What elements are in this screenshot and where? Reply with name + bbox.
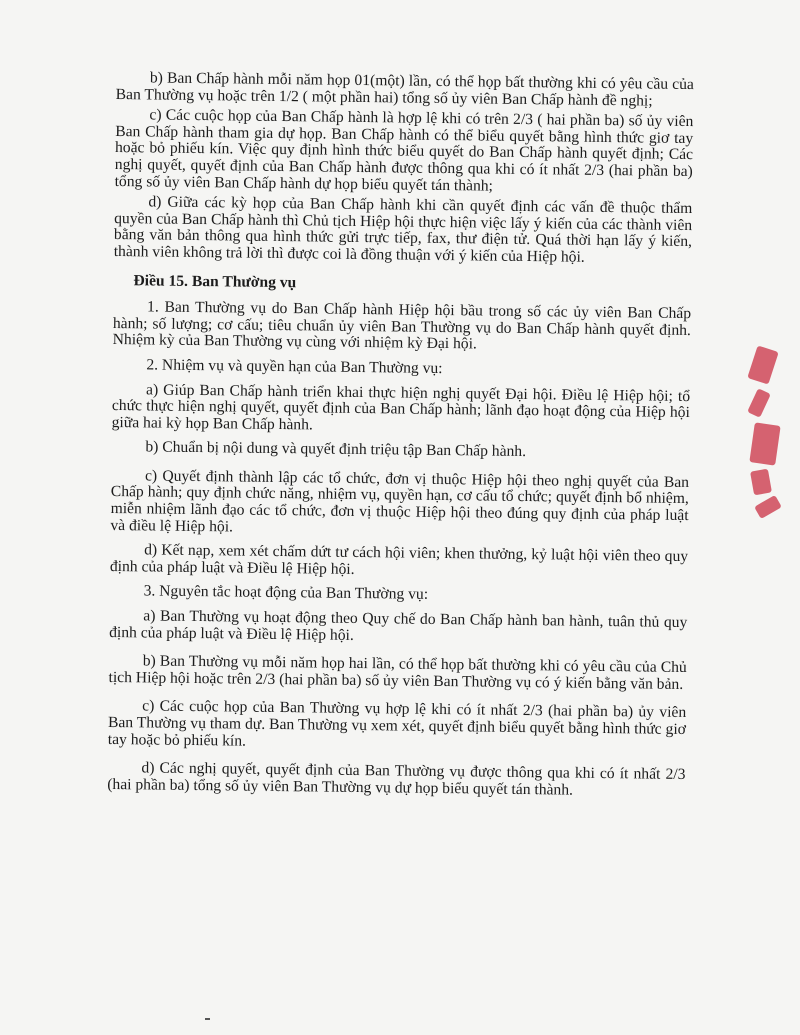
paragraph-15-1: 1. Ban Thường vụ do Ban Chấp hành Hiệp hội bầu trong số các ủy viên Ban Chấp hành; số lượng; cơ cấu; tiêu chuẩn ủy viên Ban Thường vụ do Ban Chấp hành quyết định. Nhiệm kỳ của Ban Thường vụ cùng với nhiệm kỳ Đại hội.	[112, 298, 692, 353]
paragraph-15-2c: c) Quyết định thành lập các tổ chức, đơn vị thuộc Hiệp hội theo nghị quyết của Ban Chấp hành; quy định chức năng, nhiệm vụ, quyền hạn, cơ cấu tổ chức; quyết định bổ nhiệm, miễn nhiệm lãnh đạo các tổ chức, đơn vị thuộc Hiệp hội theo đúng quy định của pháp luật và điều lệ Hiệp hội.	[110, 467, 690, 536]
paragraph-15-3d: d) Các nghị quyết, quyết định của Ban Thường vụ được thông qua khi có ít nhất 2/3 (hai phần ba) tổng số ủy viên Ban Thường vụ dự họp biểu quyết tán thành.	[107, 759, 686, 799]
paragraph-15-3a: a) Ban Thường vụ hoạt động theo Quy chế do Ban Chấp hành ban hành, tuân thủ quy định của pháp luật và Điều lệ Hiệp hội.	[109, 607, 688, 644]
paragraph-14-3b: b) Ban Chấp hành mỗi năm họp 01(một) lần, có thể họp bất thường khi có yêu cầu của Ban Thường vụ hoặc trên 1/2 ( một phần hai) tổng số ủy viên Ban Chấp hành đề nghị;	[115, 69, 694, 110]
stamp-fragment	[750, 469, 772, 496]
stamp-fragment	[749, 422, 780, 465]
paragraph-15-2: 2. Nhiệm vụ và quyền hạn của Ban Thường vụ:	[146, 356, 443, 377]
stamp-fragment	[754, 495, 782, 519]
paragraph-14-3c: c) Các cuộc họp của Ban Chấp hành là hợp lệ khi có trên 2/3 ( hai phần ba) số ủy viên Ban Chấp hành tham gia dự họp. Ban Chấp hành có thể biểu quyết bằng hình thức giơ tay hoặc bỏ phiếu kín. Việc quy định hình thức biểu quyết do Ban Chấp hành quyết định; Các nghị quyết, quyết định của Ban Chấp hành được thông qua khi có ít nhất 2/3 (hai phần ba) tổng số ủy viên Ban Chấp hành dự họp biểu quyết tán thành;	[114, 106, 694, 195]
paragraph-15-3b: b) Ban Thường vụ mỗi năm họp hai lần, có thể họp bất thường khi có yêu cầu của Chủ tịch Hiệp hội hoặc trên 2/3 (hai phần ba) số ủy viên Ban Thường vụ có ý kiến bằng văn bản.	[108, 652, 687, 693]
document-body	[107, 70, 694, 804]
scan-speck	[205, 1018, 210, 1020]
paragraph-15-2b: b) Chuẩn bị nội dung và quyết định triệu tập Ban Chấp hành.	[145, 438, 527, 461]
stamp-fragment	[747, 388, 771, 417]
paragraph-15-3c: c) Các cuộc họp của Ban Thường vụ hợp lệ khi có ít nhất 2/3 (hai phần ba) ủy viên Ban Thường vụ tham dự. Ban Thường vụ xem xét, quyết định biểu quyết bằng hình thức giơ tay hoặc bỏ phiếu kín.	[107, 697, 687, 750]
article-15-heading: Điều 15. Ban Thường vụ	[133, 271, 297, 291]
paragraph-15-3: 3. Nguyên tắc hoạt động của Ban Thường vụ:	[143, 582, 429, 604]
paragraph-15-2d: d) Kết nạp, xem xét chấm dứt tư cách hội viên; khen thưởng, kỷ luật hội viên theo quy định của pháp luật và Điều lệ Hiệp hội.	[109, 541, 689, 578]
paragraph-15-2a: a) Giúp Ban Chấp hành triển khai thực hiện nghị quyết Đại hội. Điều lệ Hiệp hội; tổ chức thực hiện nghị quyết, quyết định của Ban Chấp hành; lãnh đạo hoạt động của Hiệp hội giữa hai kỳ họp Ban Chấp hành.	[111, 380, 691, 434]
paragraph-14-3d: d) Giữa các kỳ họp của Ban Chấp hành khi cần quyết định các vấn đề thuộc thẩm quyền của Ban Chấp hành thì Chủ tịch Hiệp hội thực hiện việc lấy ý kiến của các thành viên bằng văn bản thông qua hình thức gửi trực tiếp, fax, thư điện tử. Quá thời hạn lấy ý kiến, thành viên không trả lời thì được coi là đồng thuận với ý kiến của Hiệp hội.	[113, 193, 693, 266]
stamp-fragment	[747, 345, 778, 384]
